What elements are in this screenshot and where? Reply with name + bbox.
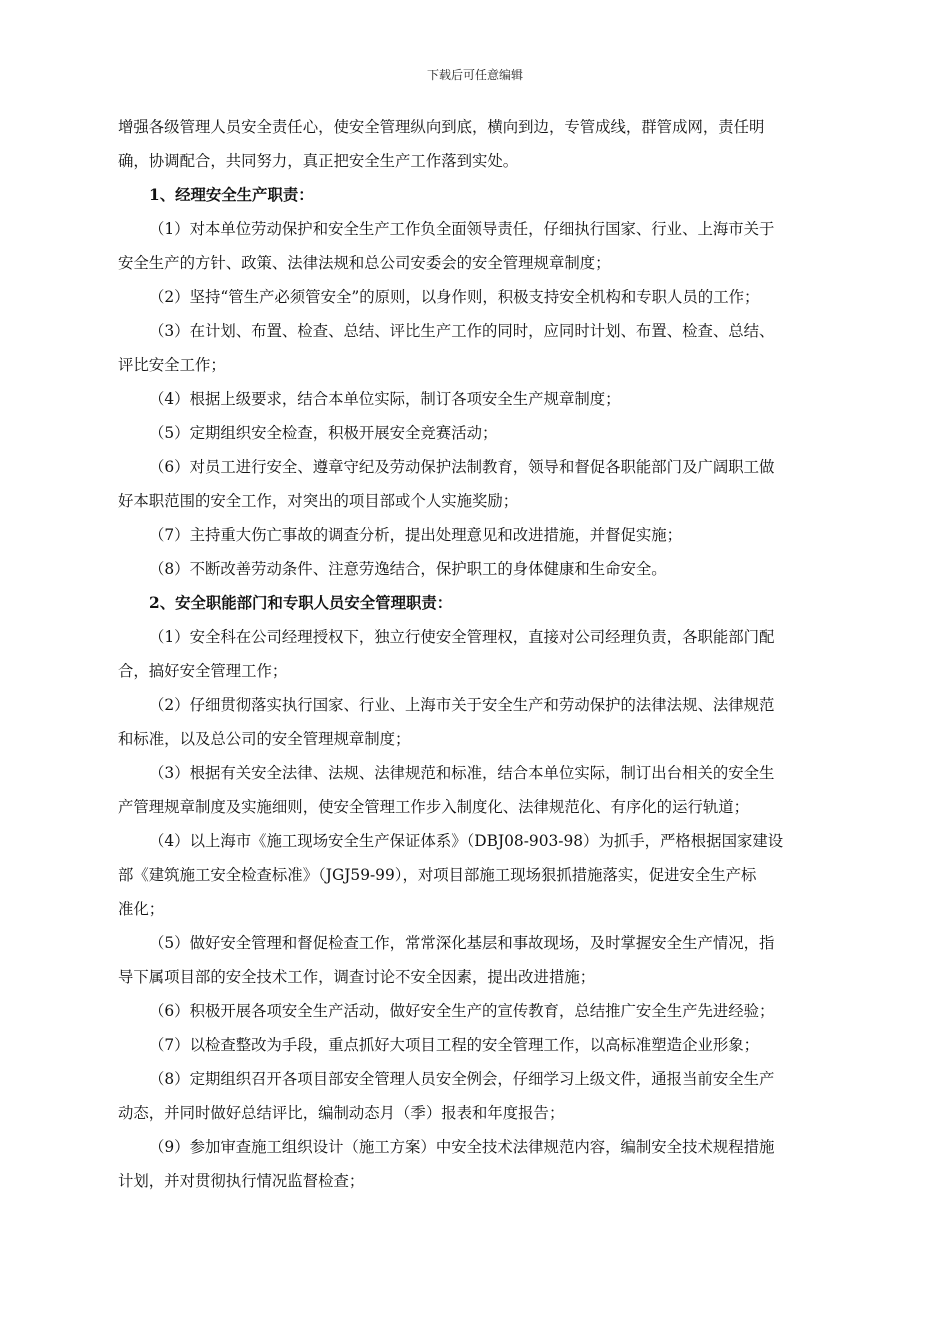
page-header: 下载后可任意编辑 (426, 68, 523, 82)
text-line: 部《建筑施工安全检查标准》（JGJ59-99），对项目部施工现场狠抓措施落实，促进安全生产标 (118, 866, 757, 884)
text-line: 评比安全工作； (118, 356, 226, 374)
text-line: 确，协调配合，共同努力，真正把安全生产工作落到实处。 (118, 152, 519, 170)
text-line: 计划，并对贯彻执行情况监督检查； (118, 1172, 365, 1190)
text-line: （1）安全科在公司经理授权下，独立行使安全管理权，直接对公司经理负责，各职能部门配 (149, 628, 775, 646)
text-line: （6）积极开展各项安全生产活动，做好安全生产的宣传教育，总结推广安全生产先进经验； (149, 1002, 775, 1020)
text-line: （5）定期组织安全检查，积极开展安全竞赛活动； (149, 424, 498, 442)
text-line: 准化； (118, 900, 165, 918)
text-line: 合，搞好安全管理工作； (118, 662, 288, 680)
section-heading: 2、安全职能部门和专职人员安全管理职责： (149, 594, 453, 612)
document-body (118, 110, 832, 1198)
text-line: （6）对员工进行安全、遵章守纪及劳动保护法制教育，领导和督促各职能部门及广阔职工做 (149, 458, 775, 476)
text-line: （8）不断改善劳动条件、注意劳逸结合，保护职工的身体健康和生命安全。 (149, 560, 667, 578)
text-line: （5）做好安全管理和督促检查工作，常常深化基层和事故现场，及时掌握安全生产情况，指 (149, 934, 775, 952)
text-line: 安全生产的方针、政策、法律法规和总公司安委会的安全管理规章制度； (118, 254, 611, 272)
text-line: 好本职范围的安全工作，对突出的项目部或个人实施奖励； (118, 492, 519, 510)
section-heading: 1、经理安全生产职责： (149, 186, 314, 204)
text-line: （4）以上海市《施工现场安全生产保证体系》（DBJ08-903-98）为抓手，严格根据国家建设 (149, 832, 784, 850)
text-line: （2）坚持“管生产必须管安全”的原则，以身作则，积极支持安全机构和专职人员的工作； (149, 288, 760, 306)
text-line: （3）在计划、布置、检查、总结、评比生产工作的同时，应同时计划、布置、检查、总结、 (149, 322, 775, 340)
text-line: （3）根据有关安全法律、法规、法律规范和标准，结合本单位实际，制订出台相关的安全生 (149, 764, 775, 782)
text-line: （1）对本单位劳动保护和安全生产工作负全面领导责任，仔细执行国家、行业、上海市关于 (149, 220, 775, 238)
text-line: （9）参加审查施工组织设计（施工方案）中安全技术法律规范内容，编制安全技术规程措施 (149, 1138, 775, 1156)
text-line: （4）根据上级要求，结合本单位实际，制订各项安全生产规章制度； (149, 390, 621, 408)
text-line: 增强各级管理人员安全责任心，使安全管理纵向到底，横向到边，专管成线，群管成网，责任明 (118, 118, 765, 136)
text-line: 导下属项目部的安全技术工作，调查讨论不安全因素，提出改进措施； (118, 968, 596, 986)
text-line: 和标准，以及总公司的安全管理规章制度； (118, 730, 411, 748)
text-line: 动态，并同时做好总结评比，编制动态月（季）报表和年度报告； (118, 1104, 565, 1122)
text-line: 产管理规章制度及实施细则，使安全管理工作步入制度化、法律规范化、有序化的运行轨道； (118, 798, 750, 816)
text-line: （2）仔细贯彻落实执行国家、行业、上海市关于安全生产和劳动保护的法律法规、法律规范 (149, 696, 775, 714)
text-line: （7）主持重大伤亡事故的调查分析，提出处理意见和改进措施，并督促实施； (149, 526, 683, 544)
text-line: （7）以检查整改为手段，重点抓好大项目工程的安全管理工作，以高标准塑造企业形象； (149, 1036, 760, 1054)
text-line: （8）定期组织召开各项目部安全管理人员安全例会，仔细学习上级文件，通报当前安全生产 (149, 1070, 775, 1088)
